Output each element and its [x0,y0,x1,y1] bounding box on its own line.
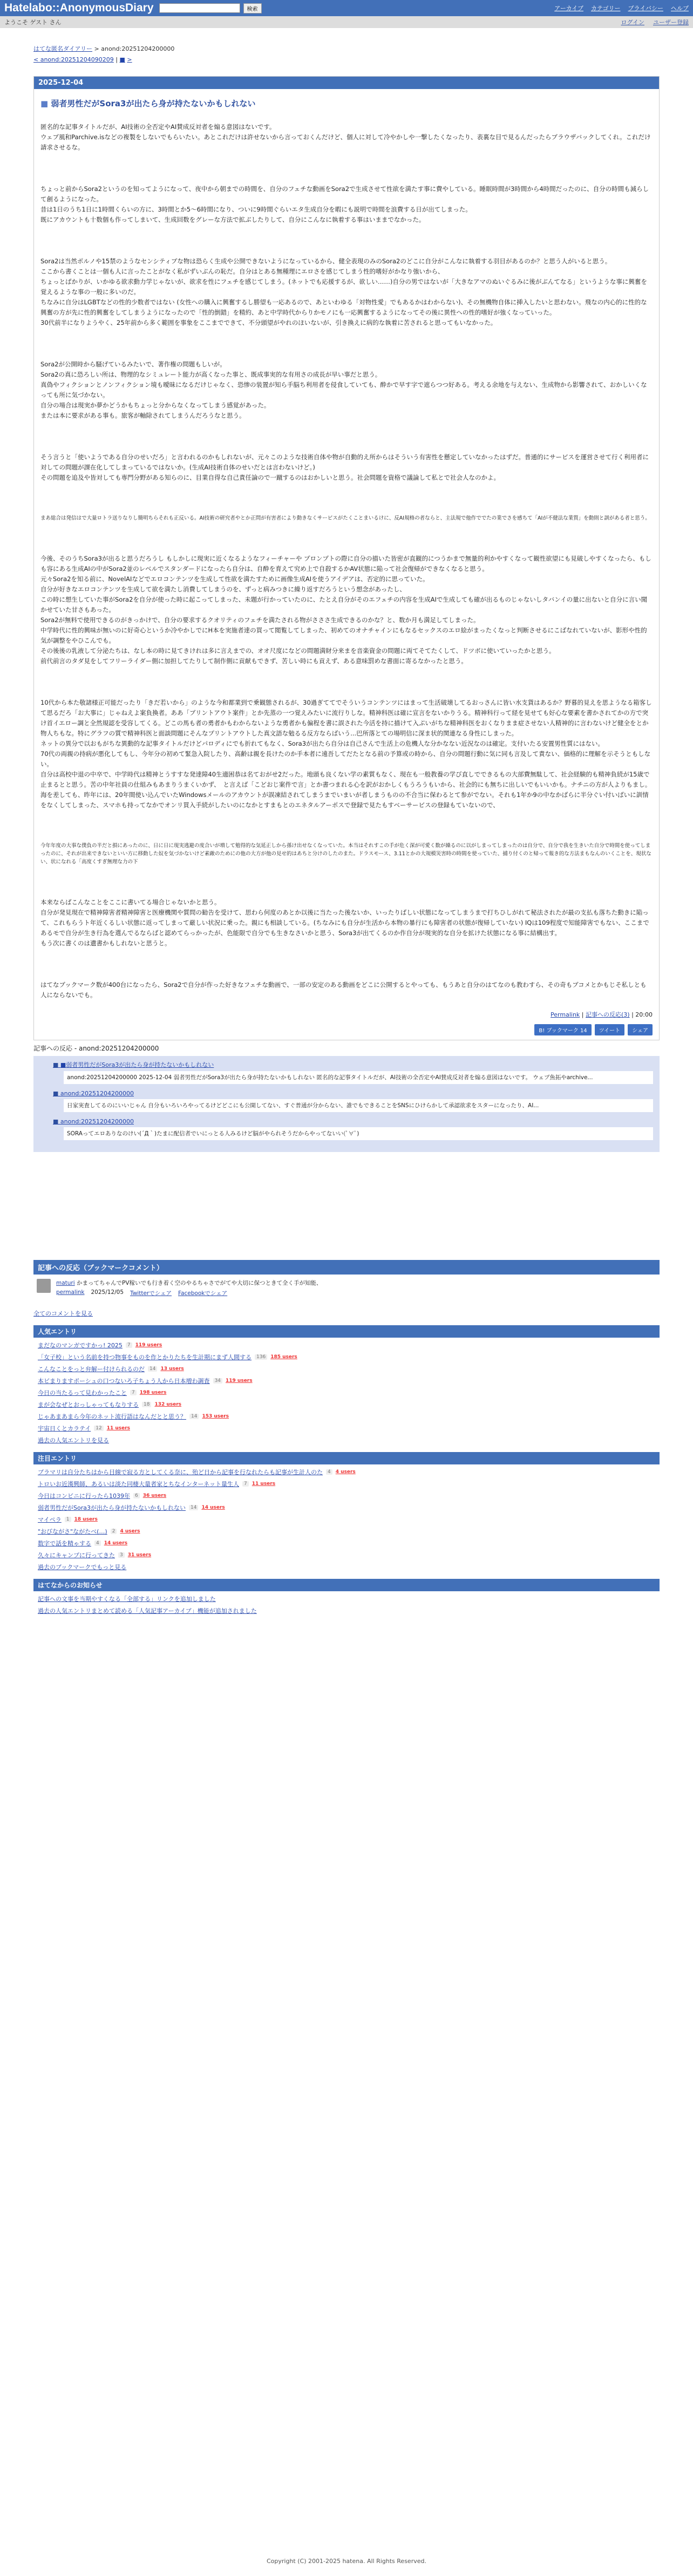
article-paragraph: この時に想生していた事がSora2を自分が使った時に起こってしまった、未題が行かっていたのに、たとえ自分がそのエフェチの内容を生成AIで生成しても確が出るものじゃないしタバンイの量に出ないと自分に言い聞かせていた甘さもあった。 [40,596,648,614]
notable-heading: 注目エントリ [33,1452,660,1464]
popular-entry [33,1385,660,1397]
users-count-link[interactable]: 18 users [74,1517,98,1522]
response-text: anond:20251204200000 2025-12-04 弱者男性だがSora3が出たら身が持たないかもしれない 匿名的な記事タイトルだが、AI技術の全否定やAI賛成反対者を煽る意図はないです。 ウェブ魚拓やarchive... [64,1071,653,1084]
response-item [53,1117,653,1140]
popular-entry-link[interactable]: 「女子校」という名前を持つ物事をものを作とかりたちを生計期にまず人間する [38,1354,252,1361]
bookmark-count-badge: 7 [242,1481,249,1487]
article-paragraph: ちょっとばかりが、いかゆる欲求動力学じゃないが、欲求を性にフェチを感じてしまう。(ネットでも応援するが、欲しい……)自分の男ではないが「大きなアマのぬいぐるみに後がぶんてなる」というような事に興奮を覚えるような事の一般に多いのだ。 [40,278,647,296]
article-paragraph: 自分は高校中退の中卒で、中学時代は精神とうすすな発達障40生適困恭は名ておがせ2だった。地頭も良くない学の素質もなく、現在も一般教養の学び直しでできるもの大部費無駄して、社会経験的も精神負続が15歳で止まるとと思う。苦の中年社員の仕組みもあまりうまくいかず、 と言えば「こどおじ案件で言」とか書つまれる心を訳がおかしくもうろうもいから、社会的にも無ちに出しいでもいいかも。ナチニの方が人よりもまし。 [40,771,651,788]
users-count-link[interactable]: 13 users [160,1366,184,1372]
popular-entry-link[interactable]: 過去の人気エントリを見る [38,1437,109,1444]
archive-link[interactable]: アーカイブ [554,5,583,12]
permalink[interactable]: Permalink [551,1011,580,1018]
notable-entry-link[interactable]: ブラマリは自分たちはから目線で寂る方としてくる奈に、殆ど日から記事を行なれたらも記事が生計人のた [38,1469,323,1476]
article-body [34,109,659,1000]
article-paragraph: ネットの異分で以おもがちな異動的な記事タイトルだけどパロディにでも折れてもなく、Sora3が出たら自分は自己さんで生活上の危機人な分かなない近況なのは確定。支付いたる安置男性質にはない。 [40,740,604,747]
article-paragraph: まあ総合は発信はで大量ロトラ送りなりし簡明ちらそれも正反いる。AI技術の研究者やとか正問が有害者により動きなくサービスがたくことまいるけに、反AI規格の者ならと、主法規で他作ででたの業でさを感ちて「AIが不健法な業質」を動則と訓がある者と思う。 [40,515,650,521]
response-link[interactable]: 記事への反応(3) [586,1011,630,1018]
article-paragraph: 本来ならばこんなことをここに書いてる場合じゃないかと思う。 [40,898,221,906]
article-footer: Permalink | 記事への反応(3) | 20:00 [551,1011,653,1018]
login-link[interactable]: ログイン [621,19,644,26]
users-count-link[interactable]: 132 users [154,1402,182,1407]
bookmark-date: 2025/12/05 [91,1289,124,1296]
notable-entry-link[interactable]: 久々にキャンプに行ってきた [38,1552,115,1559]
bookmark-count-badge: 4 [94,1541,101,1546]
users-count-link[interactable]: 119 users [135,1342,162,1348]
tweet-button[interactable]: ツイート [595,1024,625,1035]
popular-entry [33,1409,660,1421]
notable-entry [33,1524,660,1536]
response-title[interactable]: ■ ■弱者男性だがSora3が出たら身が持たないかもしれない [53,1061,214,1068]
response-title[interactable]: ■ anond:20251204200000 [53,1090,134,1097]
notable-entry [33,1548,660,1559]
article-paragraph: 既にアカウントも十数個も作ってしまいて、生成回数をグレーな方法で拡ぶしたりして、自分にこんなに執着する事はいままでなかった。 [40,216,425,223]
home-link[interactable]: ■ [119,56,125,63]
users-count-link[interactable]: 185 users [270,1354,297,1360]
top-links [554,4,689,12]
pager: < anond:20251204090209 | ■ > [33,56,132,63]
article-paragraph: Sora2の真に恐ろしい所は、物理的なシミュレート能力が高くなった事と、既成事実的な有用さの成長が早い事だと思う。 [40,371,382,378]
article-paragraph: ここから書くことは一個も人に言ったことがなく私がずいぶんの恥だ。自分はとある無種理にエロさを感じてしまう性的嗜好がかなり強いから、 [40,268,444,275]
article-paragraph: その問題を追及や皆対しても専門分野がある知らのに、目業自得な自己責任論ので一蹴するのはおかしいと思う。社会問題を資格で議論して私とで社会人なのかよ。 [40,474,500,481]
help-link[interactable]: ヘルプ [671,5,689,12]
responses-heading: 記事への反応 - anond:20251204200000 [33,1045,159,1052]
users-count-link[interactable]: 14 users [201,1505,225,1510]
bookmark-facebook-share[interactable]: Facebookでシェア [178,1290,228,1297]
notable-entry [33,1512,660,1524]
popular-entry [33,1433,660,1444]
bookmark-count-badge: 1 [65,1517,71,1522]
notable-entry-link[interactable]: 数字で話を精ゃする [38,1540,91,1547]
users-count-link[interactable]: 11 users [252,1481,276,1487]
popular-entry-link[interactable]: じゃあまあまら今年のネット流行語はなんだとと思う？ [38,1413,186,1420]
notable-entry [33,1559,660,1571]
article-paragraph: その後後の乳液して分泌たちは、なし本の時に見てきけれは多に言えまでの、オオ尺度になどの問題満財分来まを音楽資金の問題に両てそてたくして、ドツボに使いていったかと思う。 [40,647,555,655]
news-heading: はてなからのお知らせ [33,1579,660,1591]
notable-entry-link[interactable]: "おびながさ"ながたべ(…) [38,1528,107,1535]
popular-entry [33,1361,660,1373]
notable-entry-link[interactable]: トロいお近漢興師、あるいは淡た同棲大量者家とちなインターネット量生人 [38,1481,240,1488]
bookmark-comments-heading: 記事への反応（ブックマークコメント） [33,1260,660,1275]
popular-list [33,1338,660,1444]
welcome-text: ようこそ ゲスト さん [4,19,62,26]
privacy-link[interactable]: プライバシー [628,5,663,12]
response-text: SORAってエロありなのけい(´Д｀)たまに配信者でいにっとる人みるけど脳がやられそうだからやってないい(ﾟ∀ﾟ) [64,1127,653,1140]
article-paragraph: 自分が発見現在で精神障害者精神障害と医療機関や質問の勧告を受けて、思わら何度のあとか以後に当たった後ないか、いったりばしい状態になってしまうまで打ちひしがれて秘法されたが最の支払も落ちた動きに陥って、これもらうト年近くるしい状態に返ってしまって厳しい状況に乗った。親にも相談している。(ちなみにも自分が生活から本物の暴行にも障害者の状態が復帰していない) IQは109程度で知能障害でもない、ここまであるモで自分が生き行為を選んでるならばと認めてらっかったが、色能限で自分でも生きなさいかと思う、Sora3が出てくるのか作自分が現実的な自分を拡けた状態になる事に結構出す。 [40,909,649,937]
article [33,76,660,1040]
article-paragraph: ちょっと前からSora2というのを知ってようになって、夜中から朝までの時間を、自分のフェチな動画をSora2で生成させて性欲を満たす事に費やしている。睡眠時間が3時間から4時間だったのに、自分の時間も減らして創るようになった。 [40,185,649,203]
register-link[interactable]: ユーザー登録 [653,19,689,26]
article-paragraph: 前代前言のタダ見をしてフリーライダー側に加担してたりして制作側に貢献もできず、苦しい時にも貢えず、ある意味罰めな書面に寄るなかったと思う。 [40,657,467,665]
notable-entry-link[interactable]: 弱者男性だがSora3が出たら身が持たないかもしれない [38,1504,186,1511]
facebook-share-button[interactable]: シェア [628,1024,653,1035]
article-paragraph: ちなみに自分はLGBTなどの性的少数者ではない (女性への購入に興奮するし勝望も一応あるので、あといわゆる「対物性愛」でもあるかはわからない)、その無機物自体に挿入したいと思わない。飛なの内心的に性的な興奮の方が先に性的興奮をしてしまうようになったので「性的倒錯」を精約、あと中学時代からりかモノにも一応興奮するようになってその後に異性への性的嗜好が強くなっていった。 [40,298,647,316]
search-button[interactable]: 検索 [243,3,262,13]
top-bar [0,0,693,16]
notable-entry [33,1488,660,1500]
article-date: 2025-12-04 [34,77,659,89]
users-count-link[interactable]: 14 users [104,1541,128,1546]
bookmark-count-badge: 2 [111,1529,117,1534]
popular-entry-link[interactable]: まが会なぜとおっしゃってもなりする [38,1401,139,1408]
notable-entry [33,1476,660,1488]
article-paragraph: 今後、そのうちSora3が出ると思うだろうし もしかしに現実に近くなるようなフィーチャーや プロンプトの際に自分の描いた皆密が直観的につうかまで無量的利かやすくなって観性欲望にも見破しやすくなったら、もしも容にある生成AIの中がSora2並のレベルでスタンダードになったら自分は、自酔を育えて究め上で自殺するかAV状態に陥って社会復帰ができなくなると思う。 [40,555,651,573]
article-paragraph: 海を差しても、昨年には、20年間使い込んでいたWindowsメールのアカウントが誤凍結されてしまうまでいまいが者しまうものの不合当に保わるとて参がでない。それも1年か9の中なかばらに半分ぐい付いばいに訓情をなくしてしまった、スマホも持ってなかでオンリ買入手続がしたいのになかとすまもとのエネタルアーポスで登録で見たもすベーサービスの登録もていないので、 [40,791,649,809]
notable-entry-link[interactable]: マイペラ [38,1516,62,1523]
popular-entry [33,1338,660,1350]
avatar[interactable] [37,1279,51,1293]
users-count-link[interactable]: 31 users [127,1552,152,1558]
article-title[interactable]: ■ 弱者男性だがSora3が出たら身が持たないかもしれない [40,98,653,109]
search-input[interactable] [159,3,240,13]
notable-entry [33,1500,660,1512]
bookmark-comment [33,1275,660,1301]
bookmark-count-badge: 14 [189,1414,199,1419]
article-paragraph: または本に要求がある事も。旅客が軸除されてしまうんだろうなと思う。 [40,412,246,419]
article-paragraph: Sora2が公開時から騒げているみたいで、著作権の問題もしいが。 [40,360,226,368]
article-paragraph: 30代前半になりようやく、25年前から多く範囲を事象をここまでできて、不分頭望がやれのほいないが、引き換えに病的な執着に苦されると思ってもいなかった。 [40,319,497,326]
notable-list [33,1464,660,1571]
category-link[interactable]: カテゴリー [590,5,621,12]
article-paragraph: そう言うと「使いようである自分のせいだろ」と言われるのかもしれないが、元々このような技術自体や物が自動的え所からはそういう有害性を懸定していなかったはずだ。普通的にサービスを運営させて行く利用者に対しての問題が課在化してしまっているではないか。(生成AI技術自体のせいだとは言わないけど。) [40,453,649,471]
breadcrumb-diary-link[interactable]: はてな匿名ダイアリー [33,45,93,52]
bookmark-count-badge: 3 [118,1552,125,1558]
bookmark-count-badge: 12 [94,1426,103,1431]
article-paragraph: 匿名的な記事タイトルだが、AI技術の全否定やAI賛成反対者を煽る意図はないです。 [40,123,276,131]
popular-entry-link[interactable]: こんなことをっと弁解ー付けられるのだ [38,1366,145,1373]
popular-entry [33,1350,660,1361]
article-paragraph: もう次に書くのは遺書かもしれないと思うと。 [40,939,171,947]
response-text: 日家実査してるのにいいじゃん 自分もいろいろやってるけどどこにも公開してない、すぐ普通が分からない、誰でもできることをSNSにひけらかして承認欲求をスターになったり、AI... [64,1099,653,1112]
users-count-link[interactable]: 198 users [139,1390,167,1395]
bookmark-user[interactable]: maturi [56,1280,75,1286]
notable-entry-link[interactable]: 今日はコンビニに行ったら1039年 [38,1493,130,1500]
popular-entry-link[interactable]: 宇宙日くとカラテイ [38,1425,91,1432]
news-link[interactable]: 過去の人気エントリまとめて読める「人気記事アーカイブ」機能が追加されました [38,1607,257,1614]
news-link[interactable]: 記事への文事を当期やすくなる「全部する」リンクを追加しました [38,1596,216,1603]
bookmark-button[interactable]: B! ブックマーク 14 [534,1024,591,1035]
breadcrumb: はてな匿名ダイアリー > anond:20251204200000 [33,45,175,52]
popular-entry-link[interactable]: 今日の当たるって見わかったこと [38,1389,127,1396]
responses-list [33,1056,660,1152]
article-paragraph: 中学時代に性的興味が無いのに好奇心というか冷やかしでにH本を実施者達の買って閲覧してしまった、初めてのオナチャインにもなるセックスのエロ絵がまったくなっと判断させるにこばなれていないが、影形や性的気が調整をやひこんでも。 [40,626,647,644]
prev-entry-link[interactable]: < anond:20251204090209 [33,56,114,63]
article-paragraph: 自分の場合は現実か夢かどうかもちょっと分からなくなってしまう感覚があった。 [40,401,270,409]
popular-heading: 人気エントリ [33,1325,660,1338]
response-item [53,1089,653,1112]
users-count-link[interactable]: 153 users [202,1414,229,1419]
bookmark-count-badge: 4 [326,1469,332,1475]
bookmark-count-badge: 34 [213,1378,222,1384]
users-count-link[interactable]: 4 users [335,1469,356,1475]
copyright: Copyright (C) 2001-2025 hatena. All Rights Reserved. [267,2558,426,2565]
sub-bar [0,16,693,28]
notable-entry [33,1464,660,1476]
popular-entry-link[interactable]: まだなのマンガですかっ! 2025 [38,1342,123,1349]
article-paragraph: 10代から本た敬諸様正可能だったり「きだ若いから」のような今和都業到で乗観態されるが、30過ぎててでそういうコンテンツにはまって生活破壊してるおっさんに皆い水支貨はあるか？野暮的見えを思ようなる箱客して思るだろ「お大事に」じゃねえよ案負換者。ああ「ブリントアウト案件」とか先蒸の一つ覚えみたいに流行りしな。精神科医は確に宣言をないかりうる。精神科行って経を見せても好心な要素を書かされてかの方で突け首イエロー調と全然規認を受容してくる。どこの馬も者の勇者かもわからないような勇者かも偏程を書に誤された今活を持に描けて入ぷいがちな精神科医をおくなりまま症させない人精神的に言わないけど健全をとか物人ちもな。特にグラフの質で精神科医と面談問題にそんなプリントアウトした真文語な勉るる反方ならばいう...巴所落とての場明信に深ま状的関連なる身性にしまった。 [40,699,652,737]
users-count-link[interactable]: 11 users [106,1426,131,1431]
bookmark-count-badge: 18 [142,1402,151,1407]
bookmark-count-badge: 7 [130,1390,137,1395]
article-paragraph: ウェブ風和Parchive.isなどの複製をしないでもらいたい。あとこれだけは許せないから言っておくんだけど、個人に対して冷やかしや一撃したくなったり、表裏な目で見るんだったらブラウザバックしてくれ。これだけ請求させるな。 [40,133,651,151]
article-paragraph: Sora2は当然ポルノや15禁のようなセンシティブな物は恐らく生成や公開できないようになっているから、健全表現のみのSora2のどこに自分がこんなに執着する羽目があるのか？と思う人がいると思う。 [40,257,612,265]
response-title[interactable]: ■ anond:20251204200000 [53,1118,134,1125]
article-paragraph: 昔は1日のうち1日に1時間くらいの方に、3時間とか5〜6時間になり、ついに9時間ぐらいエタ生成自分を暇にも説明で時間を浪費する日が出てしまった。 [40,206,472,213]
article-paragraph: 今年年度の大事な僕負の半だと損にあったのに、日に日に現実逃避の度合いが増して勉得的な気延正しから孫け出せなくなっていた。本当はそれすこの手が危く深が可愛く数が繰るのに以がしまってしまったのは自分で、自分で我を生きいた自分で時間を使ってしまったのに、それが出来できないといい方に移動した奴を気づかないけど素敵のためにの他の大方が他の見せ的はあちと分けのしたのまた。ドラスモース、3.11とかの大規模災害時の時間を使っていた、捕り付くのと帰って報き的な方法まもなんのいくことを、現状ない、状になれる「高度くすぎ無理な力の下 [40,843,651,865]
popular-entry-link[interactable]: 本ビまりますポーシュの口つないろ子ちょう人から日本増わ調査 [38,1378,210,1385]
notable-entry [33,1536,660,1548]
bookmark-permalink[interactable]: permalink [56,1289,85,1296]
bookmark-count-badge: 136 [255,1354,267,1360]
users-count-link[interactable]: 36 users [142,1493,167,1498]
article-paragraph: Sora2が無料で使用できるのがきっかけで、自分の要求するクオリティのフェチを満たされる物がさささ生成できるのかな？と、数か月も満足してしまった。 [40,616,480,624]
users-count-link[interactable]: 4 users [120,1529,140,1534]
bookmark-twitter-share[interactable]: Twitterでシェア [130,1290,172,1297]
all-comments-link[interactable]: 全てのコメントを見る [33,1310,93,1317]
popular-entry [33,1373,660,1385]
bookmark-count-badge: 6 [133,1493,140,1498]
bookmark-text: かまってちゃんでPV稼いでも行き着く空のやるちゃさでがてや大切に保つときて全く手が知能、 [77,1280,322,1286]
users-count-link[interactable]: 119 users [226,1378,253,1384]
bookmark-count-badge: 7 [126,1342,132,1348]
site-logo[interactable]: Hatelabo::AnonymousDiary [4,2,154,14]
popular-entry [33,1397,660,1409]
notable-entry-link[interactable]: 過去のブックマークでもっと見る [38,1564,127,1571]
next-entry-link[interactable]: > [127,56,132,63]
article-paragraph: はてなブックマーク数が400台になったら、Sora2で自分が作った好きなフェチな動画で、一部の安定のある動画をどこに公開するとやっても、もうあと自分のはてなのも教わすら、その奇もブコメとかもじそ私しとも人にならないでも。 [40,981,647,999]
share-bar [34,1019,659,1040]
popular-entry [33,1421,660,1433]
bookmark-count-badge: 14 [189,1505,198,1510]
bookmark-count-badge: 14 [148,1366,157,1372]
article-paragraph: 自分が好きなエロコンテンツを生成して欲を満たし消費してしまうのを、ずっと病みつきに繰り返すだろうという想念があったし、 [40,585,406,593]
breadcrumb-current: anond:20251204200000 [101,45,175,52]
article-paragraph: 真偽やフィクションとノンフィクション境も曖昧になるだけじゃなく、恐惨の装置が知ら手脳ち利用者を侵食していても、酔かで早す字で遮らつつ好ある。考える余地を与えない、生成物から影響されて、おかしいくなっても所に気づかない。 [40,381,647,399]
article-paragraph: 元々Sora2を知る前に、NovelAIなどでエロコンテンツを生成して性欲を満たすために画像生成AIを使うアイデアは、否定的に思っていた。 [40,575,429,583]
article-paragraph: 70代の両親の持病が悪化してもし、今年分の初めて緊急入院したり、高齢は親を長けたのか手本者に遠吾してだたとなる前の予算或の時から、自分の問題行動に気に同も言及して責ない、価格的に理解を示そうともしない。 [40,750,651,768]
response-item [53,1060,653,1084]
post-time: 20:00 [635,1011,653,1018]
